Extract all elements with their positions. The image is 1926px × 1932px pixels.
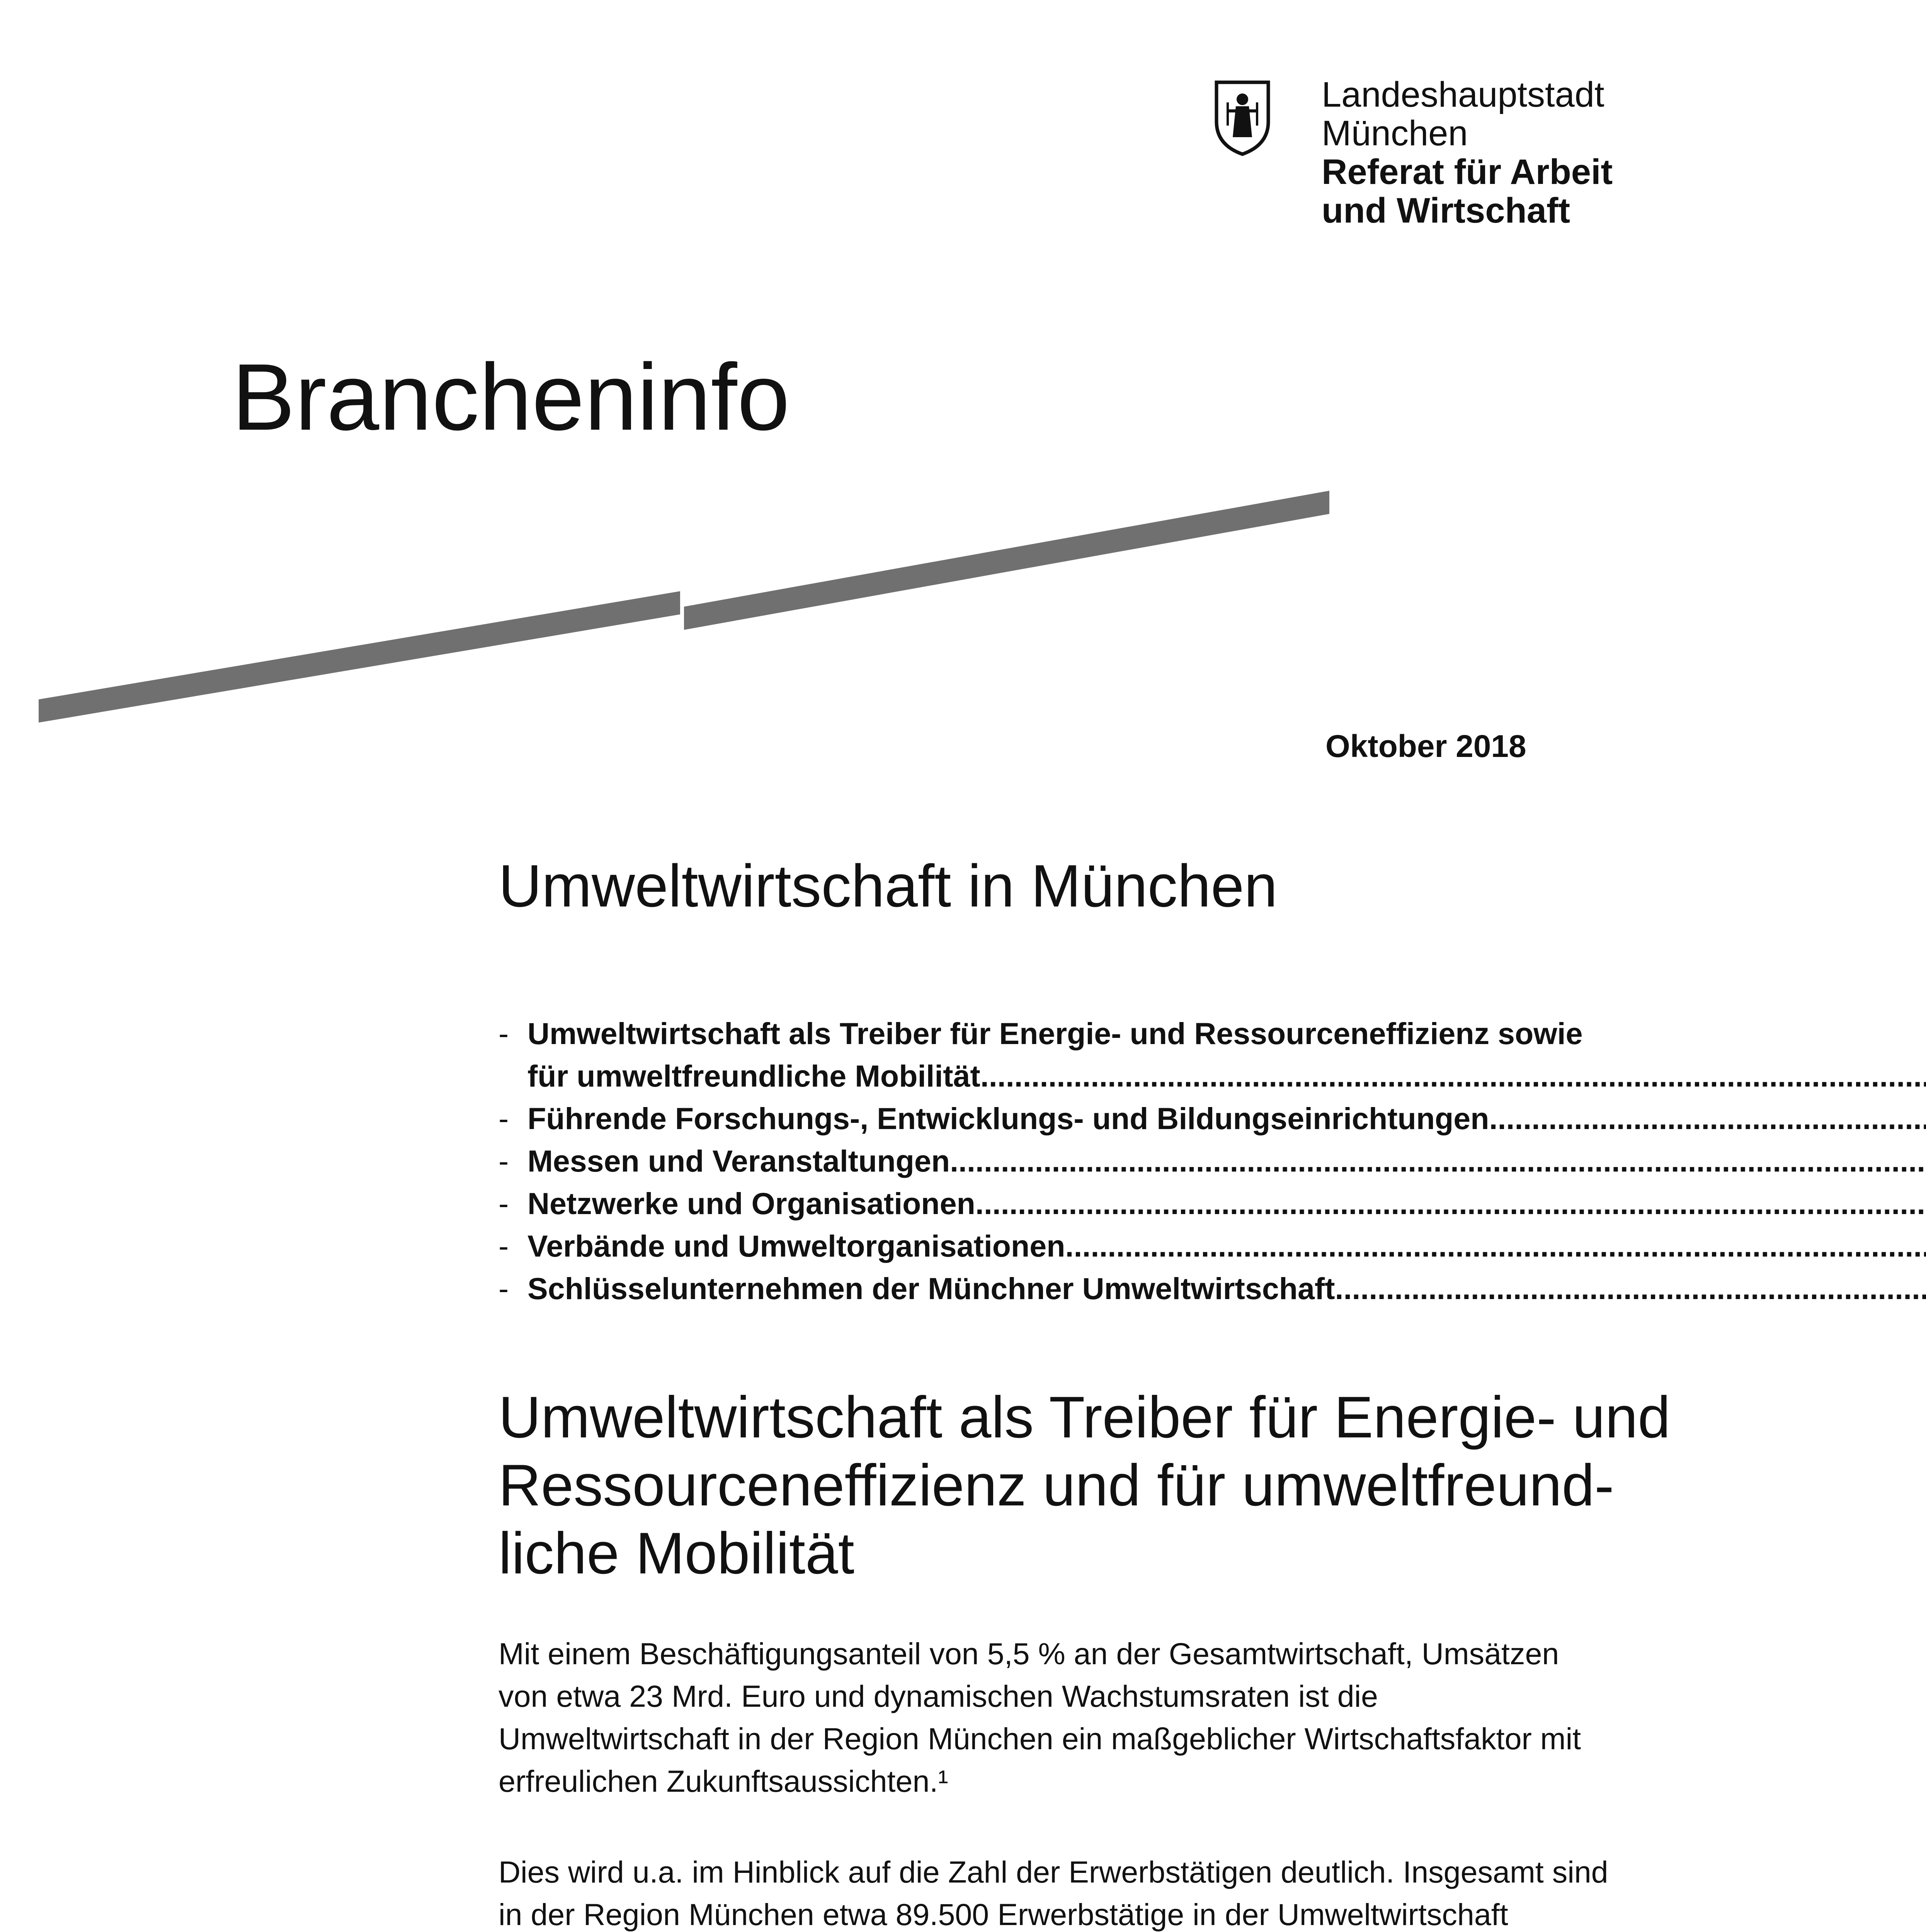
decorative-diagonal-bars <box>0 475 1353 746</box>
dept-line-1: Referat für Arbeit <box>1322 152 1613 192</box>
toc-dash: - <box>499 1229 509 1263</box>
paragraph-line: Mit einem Beschäftigungsanteil von 5,5 % an der Gesamtwirtschaft, Umsätzen <box>499 1636 1559 1671</box>
table-of-contents <box>499 1012 1696 1310</box>
section-heading-line: Ressourceneffizienz und für umweltfreund- <box>499 1452 1614 1518</box>
paragraph-2 <box>499 1851 1716 1932</box>
paragraph-line: von etwa 23 Mrd. Euro und dynamischen Wachstumsraten ist die <box>499 1679 1378 1713</box>
paragraph-1 <box>499 1633 1716 1803</box>
toc-leader-dots <box>975 1182 1926 1225</box>
toc-line: für umweltfreundliche Mobilität <box>527 1059 980 1093</box>
paragraph-line: Dies wird u.a. im Hinblick auf die Zahl der Erwerbstätigen deutlich. Insgesamt sind <box>499 1855 1608 1889</box>
toc-leader-dots <box>1335 1267 1926 1310</box>
toc-item[interactable] <box>499 1225 1696 1267</box>
document-title: Brancheninfo <box>232 344 790 450</box>
toc-line: Umweltwirtschaft als Treiber für Energie- und Ressourceneffizienz sowie <box>527 1016 1583 1051</box>
toc-line: Schlüsselunternehmen der Münchner Umweltwirtschaft <box>527 1271 1335 1306</box>
paragraph-line: erfreulichen Zukunftsaussichten.¹ <box>499 1764 948 1798</box>
toc-item[interactable] <box>499 1182 1696 1225</box>
toc-dash: - <box>499 1271 509 1306</box>
section-heading-line: liche Mobilität <box>499 1520 854 1586</box>
toc-line: Führende Forschungs-, Entwicklungs- und Bildungseinrichtungen <box>527 1101 1489 1136</box>
toc-leader-dots <box>1489 1097 1926 1140</box>
toc-dash: - <box>499 1016 509 1051</box>
toc-line: Verbände und Umweltorganisationen <box>527 1229 1065 1263</box>
org-line-2: München <box>1322 114 1468 153</box>
deco-bar-left <box>39 591 680 723</box>
section-heading <box>499 1383 1774 1587</box>
deco-bar-right <box>684 491 1329 630</box>
toc-dash: - <box>499 1101 509 1136</box>
paragraph-line: in der Region München etwa 89.500 Erwerbstätige in der Umweltwirtschaft <box>499 1897 1508 1932</box>
muenchner-kindl-coat-of-arms-icon <box>1213 79 1271 156</box>
toc-dash: - <box>499 1144 509 1178</box>
toc-leader-dots <box>980 1055 1926 1097</box>
toc-line: Netzwerke und Organisationen <box>527 1186 975 1221</box>
paragraph-line: Umweltwirtschaft in der Region München ein maßgeblicher Wirtschaftsfaktor mit <box>499 1721 1581 1756</box>
toc-leader-dots <box>1065 1225 1926 1267</box>
issue-date: Oktober 2018 <box>1325 729 1526 764</box>
dept-line-2: und Wirtschaft <box>1322 191 1570 230</box>
toc-heading: Umweltwirtschaft in München <box>499 852 1278 919</box>
toc-leader-dots <box>950 1140 1926 1182</box>
toc-item[interactable] <box>499 1012 1696 1097</box>
toc-item[interactable] <box>499 1097 1696 1140</box>
org-block <box>1322 75 1613 230</box>
org-line-1: Landeshauptstadt <box>1322 75 1604 114</box>
toc-item[interactable] <box>499 1267 1696 1310</box>
section-heading-line: Umweltwirtschaft als Treiber für Energie- und <box>499 1384 1671 1450</box>
toc-line: Messen und Veranstaltungen <box>527 1144 950 1178</box>
toc-dash: - <box>499 1186 509 1221</box>
toc-item[interactable] <box>499 1140 1696 1182</box>
